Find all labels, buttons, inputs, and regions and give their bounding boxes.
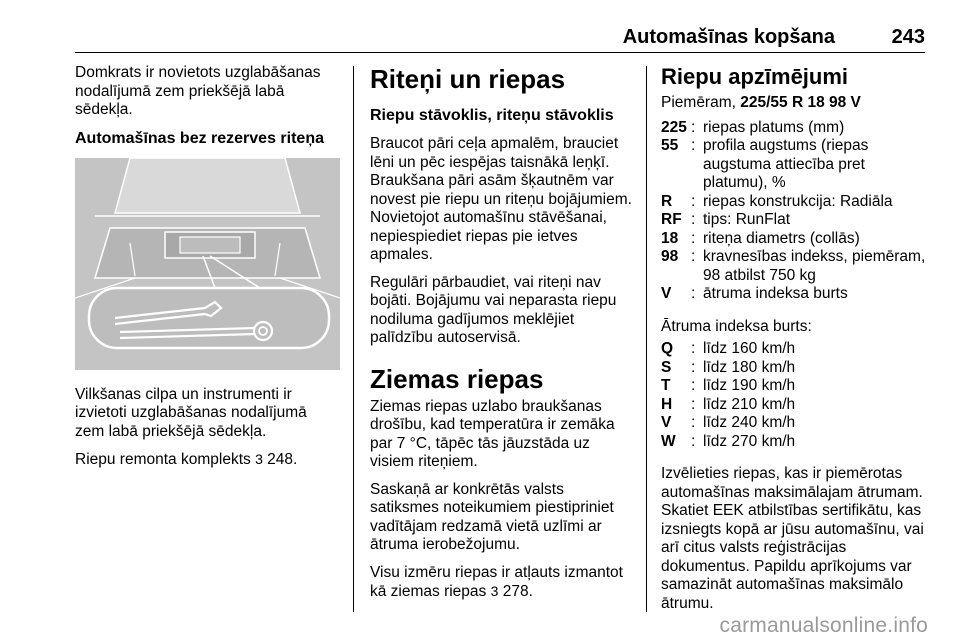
storage-compartment-illustration: [75, 158, 340, 370]
designation-code: V: [661, 414, 672, 431]
repair-kit-text: Riepu remonta komplekts: [75, 451, 251, 468]
section-title-wheels-tyres: Riteņi un riepas: [370, 64, 566, 94]
figure-caption: Vilkšanas cilpa un instrumenti ir izvietoti uzglabāšanas nodalījumā zem labā priekšējā sēdekļa.: [75, 385, 307, 440]
separator-colon: :: [691, 118, 696, 136]
designation-code: 55: [661, 137, 679, 154]
table-row: [661, 396, 795, 415]
separator-colon: :: [691, 229, 696, 247]
section-title-winter-tyres: Ziemas riepas: [370, 363, 544, 394]
separator-colon: :: [691, 137, 696, 154]
paragraph-inspection: Regulāri pārbaudiet, vai riteņi nav bojāti. Bojājumu vai neparasta riepu nodiluma gadījumos meklējiet palīdzību autoservisā.: [370, 273, 617, 346]
designation-description: līdz 190 km/h: [703, 377, 796, 394]
separator-colon: :: [691, 248, 696, 265]
designation-description: līdz 270 km/h: [703, 432, 796, 450]
table-row: [661, 230, 929, 249]
example-prefix: Piemēram,: [661, 94, 736, 111]
repair-kit-reference: [75, 450, 340, 470]
paragraph-winter-safety: Ziemas riepas uzlabo braukšanas drošību, kad temperatūra ir zemāka par 7 °C, tāpēc tās jāuzstāda uz visiem riteņiem.: [370, 397, 615, 470]
page-header: [75, 24, 925, 53]
all-sizes-page-link[interactable]: 278.: [502, 583, 533, 600]
section-heading-no-spare: Automašīnas bez rezerves riteņa: [75, 129, 324, 147]
header-title: Automašīnas kopšana: [622, 26, 835, 48]
separator-colon: :: [691, 377, 696, 394]
separator-colon: :: [691, 285, 696, 302]
table-row: [661, 211, 929, 230]
designation-code: T: [661, 377, 671, 394]
watermark: carmanualsonline.info: [719, 614, 928, 637]
subheading-tyre-condition: Riepu stāvoklis, riteņu stāvoklis: [370, 107, 614, 124]
table-row: [661, 340, 795, 359]
speed-index-heading: Ātruma indeksa burts:: [661, 317, 812, 335]
example-code: 225/55 R 18 98 V: [740, 94, 861, 111]
column-1: [75, 64, 340, 479]
designation-code: RF: [661, 211, 682, 228]
designation-code: Q: [661, 340, 674, 357]
designation-description: riepas konstrukcija: Radiāla: [703, 192, 893, 210]
designation-table: [661, 119, 929, 304]
all-sizes-text: Visu izmēru riepas ir atļauts izmantot kā ziemas riepas: [370, 563, 623, 600]
separator-colon: :: [691, 432, 696, 450]
column-divider: [353, 66, 354, 612]
designation-description: kravnesības indekss, piemēram, 98 atbilst 750 kg: [703, 248, 926, 284]
separator-colon: :: [691, 192, 696, 210]
reference-arrow-icon: 3: [255, 451, 263, 467]
table-row: [661, 285, 929, 304]
table-row: [661, 433, 795, 452]
separator-colon: :: [691, 414, 696, 431]
speed-index-table: [661, 340, 795, 451]
reference-arrow-icon: 3: [490, 583, 499, 599]
designation-code: S: [661, 358, 672, 376]
designation-code: H: [661, 395, 673, 413]
example-line: [661, 94, 929, 113]
repair-kit-page-link[interactable]: 248.: [267, 451, 298, 468]
paragraph-curbs: Braucot pāri ceļa apmalēm, brauciet lēni un pēc iespējas taisnākā leņķī. Braukšana pāri asām šķautnēm var novest pie riepu un riteņu bojājumiem. Novietojot automašīnu stāvēšanai, nepiespiediet riepas pie ietves apmales.: [370, 135, 632, 263]
table-row: [661, 359, 795, 378]
paragraph-speed-sticker: Saskaņā ar konkrētās valsts satiksmes noteikumiem piestipriniet vadītājam redzamā vietā uzlīmi ar ātruma ierobežojumu.: [370, 480, 614, 553]
designation-code: W: [661, 432, 676, 450]
designation-code: 18: [661, 229, 679, 247]
designation-code: 98: [661, 248, 679, 265]
storage-compartment-drawing: [75, 158, 340, 370]
jack-location-text: Domkrats ir novietots uzglabāšanas nodalījumā zem priekšējā labā sēdekļa.: [75, 64, 321, 118]
table-row: [661, 137, 929, 193]
designation-description: tips: RunFlat: [703, 211, 791, 228]
designation-code: R: [661, 192, 673, 210]
paragraph-all-sizes: [370, 564, 635, 602]
table-row: [661, 377, 795, 396]
separator-colon: :: [691, 395, 696, 413]
designation-description: riepas platums (mm): [703, 118, 845, 136]
designation-code: V: [661, 285, 672, 302]
designation-description: līdz 240 km/h: [703, 414, 796, 431]
designation-description: līdz 210 km/h: [703, 395, 796, 413]
designation-description: līdz 160 km/h: [703, 340, 796, 357]
separator-colon: :: [691, 211, 696, 228]
table-row: [661, 414, 795, 433]
designation-description: ātruma indeksa burts: [703, 285, 848, 302]
column-3: [661, 64, 929, 622]
column-divider: [646, 66, 647, 612]
separator-colon: :: [691, 358, 696, 376]
table-row: [661, 248, 929, 285]
designation-code: 225: [661, 118, 687, 136]
section-title-tyre-designations: Riepu apzīmējumi: [661, 64, 849, 89]
separator-colon: :: [691, 340, 696, 357]
paragraph-choose-tyres: Izvēlieties riepas, kas ir piemērotas automašīnas maksimālajam ātrumam. Skatiet EEK atbilstības sertifikātu, kas izsniegts kopā ar jūsu automašīnu, vai arī citus valsts reģistrācijas dokumentus. Papildu aprīkojums var samazināt automašīnas maksimālo ātrumu.: [661, 465, 924, 612]
designation-description: profila augstums (riepas augstuma attiecība pret platumu), %: [703, 137, 869, 191]
table-row: [661, 193, 929, 212]
designation-description: riteņa diametrs (collās): [703, 229, 860, 247]
table-row: [661, 119, 929, 138]
page-number: 243: [891, 26, 925, 48]
column-2: [370, 64, 635, 611]
designation-description: līdz 180 km/h: [703, 358, 796, 376]
